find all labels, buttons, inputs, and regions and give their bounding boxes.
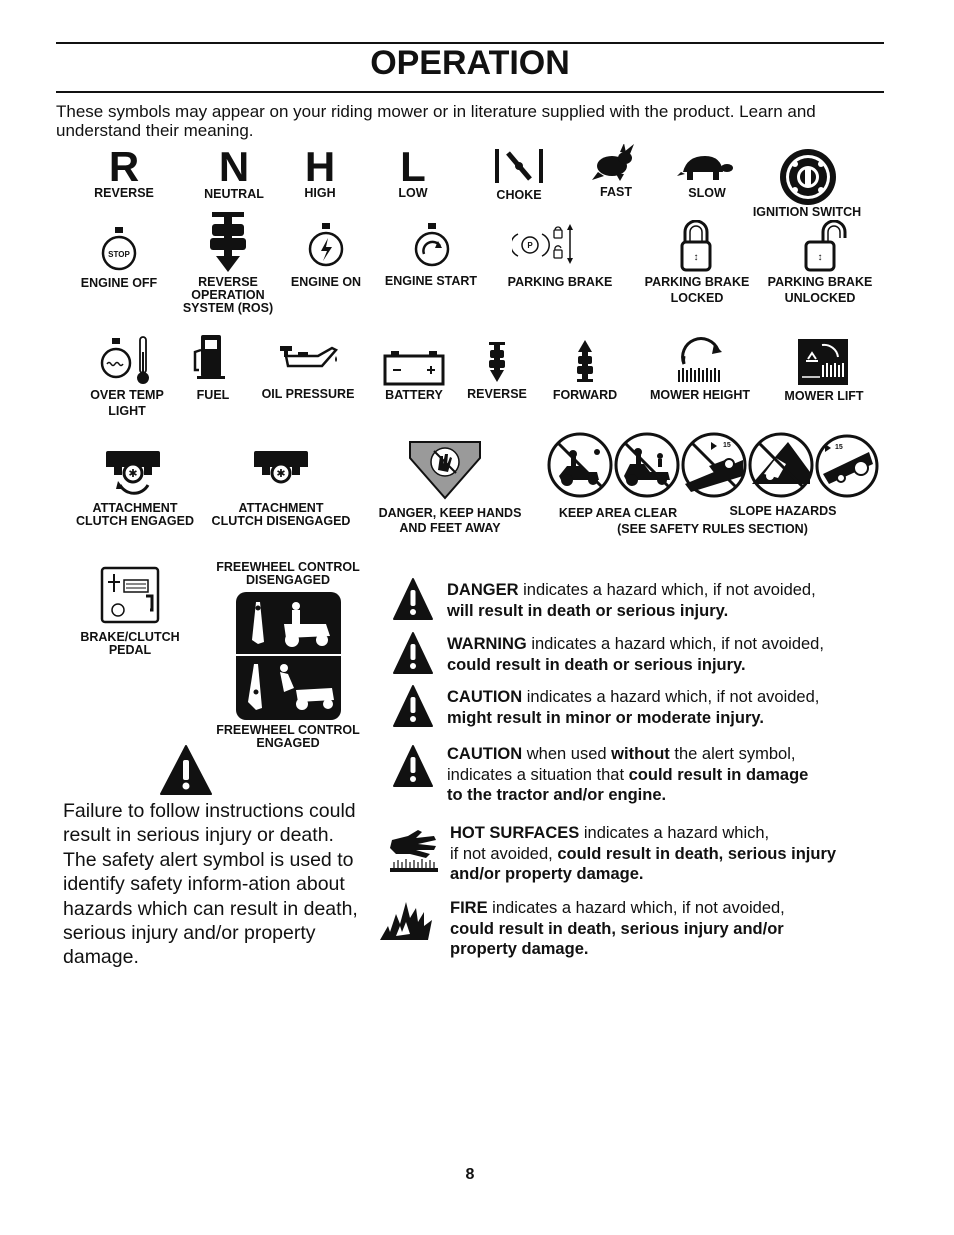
ignition-switch-label: IGNITION SWITCH (752, 205, 862, 219)
warning-mid: indicates a hazard which, if not avoided, (526, 635, 824, 653)
caution-definition (447, 687, 887, 728)
engine-off-label: ENGINE OFF (80, 276, 158, 290)
slope-hazard-1-icon (681, 432, 747, 498)
forward-label: FORWARD (552, 388, 618, 402)
intro-text: These symbols may appear on your riding mower or in literature supplied with the product. Learn and understand their meaning. (56, 102, 816, 140)
slope-hazards-label: SLOPE HAZARDS (729, 504, 837, 518)
reverse-letter: R (108, 143, 140, 190)
danger-triangle-icon (392, 577, 434, 621)
caution2-bold1: could result in damage (628, 765, 809, 784)
engine-on-icon (308, 222, 344, 270)
fw-disengaged-label-1: FREEWHEEL CONTROL (216, 560, 360, 574)
ros-label-2: OPERATION (191, 288, 265, 302)
battery-label: BATTERY (385, 388, 443, 402)
attachment-clutch-disengaged-icon (252, 447, 310, 491)
warning-bold: could result in death or serious injury. (447, 655, 746, 674)
fuel-pump-icon (193, 332, 229, 380)
slope-hazard-2-icon (748, 432, 814, 498)
caution2-word: CAUTION (447, 745, 523, 763)
stop-text: STOP (108, 250, 130, 259)
over-temp-label-1: OVER TEMP (90, 388, 164, 402)
rabbit-icon (590, 144, 636, 182)
hot-surfaces-definition (450, 823, 890, 885)
caution2-mid2: the alert symbol, (669, 745, 796, 763)
see-safety-label: (SEE SAFETY RULES SECTION) (617, 522, 808, 536)
failure-warning-text: Failure to follow instructions could result in serious injury or death. The safety alert symbol is used to identify safety inform-ation about hazards which can result in death, serious injury and/or property damage. (63, 800, 358, 969)
parking-brake-icon (512, 222, 576, 264)
caution-word: CAUTION (447, 688, 523, 706)
danger-word: DANGER (447, 581, 519, 599)
neutral-letter: N (218, 143, 250, 190)
caution-bold: might result in minor or moderate injury. (447, 708, 764, 727)
keep-area-clear-icon (547, 432, 613, 498)
attachment-clutch-engaged-icon (104, 447, 162, 497)
over-temp-label-2: LIGHT (108, 404, 146, 418)
keep-area-clear-2-icon (614, 432, 680, 498)
mower-height-icon (674, 334, 726, 384)
att-engaged-label-1: ATTACHMENT (92, 501, 178, 515)
oil-can-icon (278, 342, 340, 376)
ros-icon (208, 210, 248, 274)
caution-triangle-icon (392, 684, 434, 728)
hot-line2: if not avoided, (450, 844, 558, 863)
danger-definition (447, 580, 887, 621)
fast-label: FAST (600, 185, 632, 199)
hot-bold2: and/or property damage. (450, 865, 644, 883)
fw-engaged-label-2: ENGAGED (256, 736, 320, 750)
engine-start-label: ENGINE START (384, 274, 478, 288)
fire-bold2: property damage. (450, 940, 589, 958)
slow-label: SLOW (688, 186, 726, 200)
keep-hands-away-icon (408, 440, 482, 500)
fire-bold1: could result in death, serious injury and/or (450, 919, 784, 938)
high-letter: H (304, 143, 336, 190)
att-engaged-label-2: CLUTCH ENGAGED (75, 514, 195, 528)
svg-text:↕: ↕ (817, 252, 823, 263)
reverse2-label: REVERSE (467, 387, 527, 401)
fire-mid: indicates a hazard which, if not avoided, (487, 899, 785, 917)
battery-icon (383, 350, 445, 386)
thermometer-icon (100, 334, 152, 386)
high-label: HIGH (304, 186, 336, 200)
pb-unlocked-label-1: PARKING BRAKE (767, 275, 873, 289)
caution2-without: without (611, 745, 670, 763)
danger-mid: indicates a hazard which, if not avoided, (518, 581, 816, 599)
low-label: LOW (398, 186, 428, 200)
pb-unlocked-label-2: UNLOCKED (784, 291, 856, 305)
fire-icon (378, 896, 434, 942)
neutral-label: NEUTRAL (204, 187, 264, 201)
caution-without-definition (447, 744, 887, 806)
ros-label-1: REVERSE (198, 275, 258, 289)
svg-text:↕: ↕ (693, 252, 699, 263)
brake-clutch-label-1: BRAKE/CLUTCH (80, 630, 180, 644)
low-letter: L (400, 143, 426, 190)
warning-word: WARNING (447, 635, 527, 653)
warning-triangle-icon (392, 631, 434, 675)
slope-hazard-3-icon (815, 434, 879, 498)
mower-lift-label: MOWER LIFT (784, 389, 864, 403)
hot-word: HOT SURFACES (450, 824, 580, 842)
slope-15-text: 15 (723, 442, 731, 449)
pb-locked-label-2: LOCKED (670, 291, 724, 305)
ros-label-3: SYSTEM (ROS) (182, 301, 274, 315)
caution2-triangle-icon (392, 744, 434, 788)
engine-start-icon (414, 222, 450, 270)
slope-15b-text: 15 (835, 444, 843, 451)
caution2-line2: indicates a situation that (447, 765, 629, 784)
danger-hands-label-1: DANGER, KEEP HANDS (378, 506, 522, 520)
parking-brake-label: PARKING BRAKE (507, 275, 613, 289)
engine-off-icon (101, 226, 137, 274)
fw-disengaged-label-2: DISENGAGED (245, 573, 331, 587)
page-number: 8 (465, 1166, 475, 1183)
caution-mid: indicates a hazard which, if not avoided, (522, 688, 820, 706)
svg-text:✱: ✱ (128, 467, 138, 480)
freewheel-control-icon (236, 592, 341, 720)
hot-bold1: could result in death, serious injury (557, 844, 837, 863)
reverse-label: REVERSE (94, 186, 154, 200)
oil-pressure-label: OIL PRESSURE (261, 387, 355, 401)
caution2-bold2: to the tractor and/or engine. (447, 786, 667, 804)
keep-area-clear-label: KEEP AREA CLEAR (558, 506, 678, 520)
choke-icon (494, 147, 544, 185)
forward-arrow-icon (575, 340, 595, 384)
hot-mid: indicates a hazard which, (579, 824, 770, 842)
brake-clutch-label-2: PEDAL (108, 643, 152, 657)
ignition-switch-icon (779, 148, 837, 206)
safety-alert-icon (159, 744, 213, 796)
reverse-arrow-icon (487, 340, 507, 384)
engine-on-label: ENGINE ON (290, 275, 362, 289)
fire-word: FIRE (450, 899, 488, 917)
parking-brake-unlocked-icon (803, 220, 847, 272)
caution2-mid1: when used (522, 745, 612, 763)
svg-text:✱: ✱ (276, 467, 286, 480)
mower-lift-icon (798, 339, 848, 385)
mower-height-label: MOWER HEIGHT (650, 388, 750, 402)
att-disengaged-label-2: CLUTCH DISENGAGED (211, 514, 351, 528)
att-disengaged-label-1: ATTACHMENT (238, 501, 324, 515)
fw-engaged-label-1: FREEWHEEL CONTROL (216, 723, 360, 737)
turtle-icon (677, 152, 733, 182)
title-rule (56, 91, 884, 93)
pb-locked-label-1: PARKING BRAKE (644, 275, 750, 289)
parking-brake-p-text: P (527, 241, 533, 250)
danger-hands-label-2: AND FEET AWAY (399, 521, 501, 535)
danger-bold: will result in death or serious injury. (447, 601, 729, 620)
fuel-label: FUEL (196, 388, 230, 402)
parking-brake-locked-icon (679, 220, 713, 272)
warning-definition (447, 634, 887, 675)
page-title: OPERATION (370, 44, 570, 82)
choke-label: CHOKE (496, 188, 542, 202)
hot-surface-icon (388, 824, 440, 874)
fire-definition (450, 898, 890, 960)
brake-clutch-pedal-icon (100, 566, 160, 624)
